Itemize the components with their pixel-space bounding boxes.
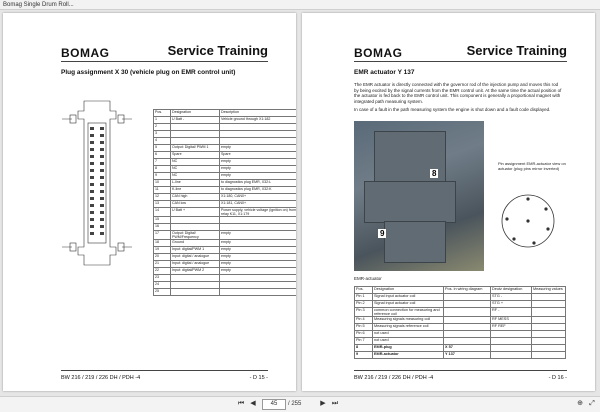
table-header-cell: Deutz designation <box>491 287 532 294</box>
emr-actuator-body <box>355 294 566 359</box>
table-cell <box>171 275 220 282</box>
window-title: Bomag Single Drum Roll... <box>0 0 600 10</box>
table-cell <box>171 289 220 296</box>
table-cell: EMR-actuator <box>373 352 444 359</box>
table-row <box>355 301 566 308</box>
table-cell <box>491 331 532 338</box>
table-cell <box>220 124 297 131</box>
table-cell: to diagnostics plug EMR, X32:L <box>220 180 297 187</box>
fit-page-button[interactable]: ⤢ <box>589 400 595 407</box>
header-title: Service Training <box>466 43 567 58</box>
table-cell: empty <box>220 261 297 268</box>
header-title: Service Training <box>167 43 268 58</box>
table-cell <box>532 308 566 317</box>
page-right <box>302 13 595 391</box>
table-header-cell: Pos. <box>154 110 171 117</box>
table-header-cell: Measuring values <box>532 287 566 294</box>
footer-model: BW 216 / 219 / 226 DH / PDH -4 <box>354 375 434 381</box>
table-row <box>154 261 297 268</box>
table-cell: empty <box>220 254 297 261</box>
table-cell: 1 <box>154 117 171 124</box>
table-cell: empty <box>220 159 297 166</box>
zoom-in-button[interactable]: ⊕ <box>577 400 583 407</box>
table-row <box>154 117 297 124</box>
table-header-row <box>154 110 297 117</box>
table-cell: empty <box>220 240 297 247</box>
table-header-cell: Description <box>220 110 297 117</box>
page-left <box>3 13 296 391</box>
table-cell: 11 <box>154 187 171 194</box>
table-header-row <box>355 287 566 294</box>
table-cell: NC <box>171 159 220 166</box>
next-page-button[interactable]: ▶ <box>320 400 326 407</box>
section-title: Plug assignment X 30 (vehicle plug on EMR control unit) <box>61 69 236 76</box>
table-row <box>154 275 297 282</box>
table-cell <box>220 282 297 289</box>
table-cell <box>444 308 491 317</box>
table-row <box>154 217 297 224</box>
engine-block-shape <box>364 181 456 223</box>
table-cell: RF - <box>491 308 532 317</box>
table-cell: U Batt + <box>171 208 220 217</box>
table-row <box>154 224 297 231</box>
table-cell: Input: digital / analogue <box>171 261 220 268</box>
table-cell: Spare <box>171 152 220 159</box>
table-cell: CAN high <box>171 194 220 201</box>
table-cell: empty <box>220 268 297 275</box>
table-cell: Signal input actuator coil <box>373 294 444 301</box>
table-cell <box>220 138 297 145</box>
table-row <box>355 345 566 352</box>
table-cell <box>532 317 566 324</box>
table-cell <box>491 338 532 345</box>
table-cell: not used <box>373 331 444 338</box>
table-cell: 19 <box>154 247 171 254</box>
table-cell: 17 <box>154 231 171 240</box>
page-total: / 255 <box>288 401 302 407</box>
table-row <box>154 159 297 166</box>
table-row <box>154 268 297 275</box>
table-cell: empty <box>220 145 297 152</box>
table-cell <box>532 324 566 331</box>
table-cell: 24 <box>154 282 171 289</box>
table-cell: NC <box>171 173 220 180</box>
table-cell: Input: digital / analogue <box>171 254 220 261</box>
table-cell: 8 <box>154 166 171 173</box>
table-cell: Power supply, vehicle voltage (ignition on) from relay K11, X1:179 <box>220 208 297 217</box>
table-row <box>154 194 297 201</box>
table-cell: STG + <box>491 301 532 308</box>
table-cell: Signal input actuator coil <box>373 301 444 308</box>
table-cell <box>444 338 491 345</box>
table-cell: empty <box>220 231 297 240</box>
table-header-cell: Designation <box>171 110 220 117</box>
table-cell: Ground <box>171 240 220 247</box>
table-cell: 22 <box>154 268 171 275</box>
table-cell: Vehicle ground through X1:182 <box>220 117 297 124</box>
table-cell <box>444 301 491 308</box>
table-cell: RF REF <box>491 324 532 331</box>
table-cell <box>532 331 566 338</box>
table-cell <box>171 138 220 145</box>
table-cell: not used <box>373 338 444 345</box>
table-cell: 21 <box>154 261 171 268</box>
table-cell: Output: Digital/ PWM/Frequency <box>171 231 220 240</box>
table-cell: X1:180, CAN0+ <box>220 194 297 201</box>
table-row <box>154 152 297 159</box>
table-cell: 5 <box>154 145 171 152</box>
plug-assignment-table <box>153 109 296 296</box>
intro-paragraph: The EMR actuator is directly connected with the governor rod of the injection pump and moves this rod by being excited by the signal currents from the EMR control unit. At the same time the actual position of the actuator is fed back to the EMR control unit. This component is generally a proportional magnet with integrated path measuring system. <box>354 82 562 104</box>
table-cell: 8 <box>355 345 373 352</box>
table-cell: CAN low <box>171 201 220 208</box>
table-cell: 16 <box>154 224 171 231</box>
table-cell: common connection for measuring and reference coil <box>373 308 444 317</box>
footer-model: BW 216 / 219 / 226 DH / PDH -4 <box>61 375 141 381</box>
table-cell <box>220 289 297 296</box>
table-cell: K-line <box>171 187 220 194</box>
header-rule <box>61 61 268 62</box>
table-cell: Pin 4 <box>355 317 373 324</box>
table-cell: 9 <box>355 352 373 359</box>
table-cell <box>220 275 297 282</box>
table-cell <box>220 131 297 138</box>
table-row <box>355 317 566 324</box>
viewer-toolbar <box>0 396 600 412</box>
table-cell: Pin 6 <box>355 331 373 338</box>
table-cell <box>532 345 566 352</box>
table-cell: 9 <box>154 173 171 180</box>
table-cell <box>171 131 220 138</box>
table-row <box>154 231 297 240</box>
page-number-input[interactable]: 45 <box>262 399 286 410</box>
footer-page-number: - D 16 - <box>548 375 567 381</box>
emr-actuator-photo <box>354 121 484 271</box>
table-cell: Pin 1 <box>355 294 373 301</box>
emr-actuator-table <box>354 286 566 359</box>
intro-text <box>354 82 564 116</box>
table-row <box>154 131 297 138</box>
table-cell <box>171 124 220 131</box>
plug-assignment-body <box>154 117 297 296</box>
table-cell: empty <box>220 247 297 254</box>
table-cell: empty <box>220 173 297 180</box>
table-cell: EMR-plug <box>373 345 444 352</box>
table-row <box>355 308 566 317</box>
table-cell: Pin 3 <box>355 308 373 317</box>
table-cell: Pin 7 <box>355 338 373 345</box>
table-cell: Measuring signals measuring coil <box>373 317 444 324</box>
table-cell: empty <box>220 166 297 173</box>
last-page-button[interactable]: ⏭ <box>331 400 339 407</box>
bomag-logo: BOMAG <box>354 46 403 60</box>
table-row <box>355 294 566 301</box>
table-cell <box>171 282 220 289</box>
table-cell: U Batt - <box>171 117 220 124</box>
table-cell <box>444 294 491 301</box>
table-cell: 20 <box>154 254 171 261</box>
engine-block-shape <box>384 221 446 263</box>
table-cell: 2 <box>154 124 171 131</box>
table-row <box>154 138 297 145</box>
footer-rule <box>354 370 567 371</box>
table-cell <box>220 217 297 224</box>
photo-label-8: 8 <box>432 169 437 178</box>
photo-label-9: 9 <box>380 229 385 238</box>
table-header-cell: Pos. in wiring diagram <box>444 287 491 294</box>
table-cell: Spare <box>220 152 297 159</box>
table-row <box>154 289 297 296</box>
table-header-cell: Pos. <box>355 287 373 294</box>
table-cell: NC <box>171 166 220 173</box>
table-cell <box>491 352 532 359</box>
table-cell <box>532 338 566 345</box>
table-row <box>154 180 297 187</box>
table-row <box>154 208 297 217</box>
table-cell <box>532 294 566 301</box>
table-cell: 25 <box>154 289 171 296</box>
table-header-cell: Designation <box>373 287 444 294</box>
table-cell: to diagnostics plug EMR, X32:K <box>220 187 297 194</box>
table-cell: Pin 2 <box>355 301 373 308</box>
footer-page-number: - D 15 - <box>249 375 268 381</box>
table-cell: Y 137 <box>444 352 491 359</box>
table-cell: X 57 <box>444 345 491 352</box>
table-cell: Pin 5 <box>355 324 373 331</box>
actuator-pin-diagram <box>498 191 558 251</box>
table-row <box>154 240 297 247</box>
plug-connector-drawing <box>60 99 134 267</box>
table-cell: 14 <box>154 208 171 217</box>
table-row <box>154 145 297 152</box>
table-cell <box>171 224 220 231</box>
footer-rule <box>61 370 268 371</box>
first-page-button[interactable]: ⏮ <box>237 400 245 407</box>
table-cell: 10 <box>154 180 171 187</box>
table-row <box>355 331 566 338</box>
photo-caption: EMR-actuator <box>354 276 382 281</box>
table-cell <box>444 324 491 331</box>
section-title: EMR actuator Y 137 <box>354 69 415 76</box>
table-cell: L-line <box>171 180 220 187</box>
table-cell <box>491 345 532 352</box>
table-row <box>154 201 297 208</box>
table-row <box>154 254 297 261</box>
table-cell <box>220 224 297 231</box>
table-cell: 6 <box>154 152 171 159</box>
table-cell: Input: digital/PWM 1 <box>171 247 220 254</box>
table-cell <box>444 331 491 338</box>
table-cell: RF MESS <box>491 317 532 324</box>
table-cell <box>532 301 566 308</box>
table-cell: 15 <box>154 217 171 224</box>
table-cell: 23 <box>154 275 171 282</box>
table-row <box>355 338 566 345</box>
table-cell: 7 <box>154 159 171 166</box>
table-row <box>154 124 297 131</box>
table-cell: 12 <box>154 194 171 201</box>
table-cell: Output: Digital/ PWM 1 <box>171 145 220 152</box>
table-row <box>154 187 297 194</box>
table-row <box>154 166 297 173</box>
bomag-logo: BOMAG <box>61 46 110 60</box>
table-row <box>154 282 297 289</box>
table-cell: Measuring signals reference coil <box>373 324 444 331</box>
table-row <box>355 352 566 359</box>
table-row <box>154 173 297 180</box>
intro-paragraph: In case of a fault in the path measuring system the engine is shut down and a fault code displayed. <box>354 107 551 112</box>
pin-assignment-caption: Pin assignment EMR-actuator view on actuator (plug pins mirror inverted) <box>498 161 566 171</box>
table-cell: 3 <box>154 131 171 138</box>
table-row <box>154 247 297 254</box>
prev-page-button[interactable]: ◀ <box>250 400 256 407</box>
table-cell: X1:181, CAN0+ <box>220 201 297 208</box>
table-cell <box>171 217 220 224</box>
table-cell: 13 <box>154 201 171 208</box>
header-rule <box>354 61 567 62</box>
table-cell <box>444 317 491 324</box>
table-cell: 4 <box>154 138 171 145</box>
table-cell: Input: digital/PWM 2 <box>171 268 220 275</box>
table-cell: STG - <box>491 294 532 301</box>
table-cell: 18 <box>154 240 171 247</box>
table-row <box>355 324 566 331</box>
table-cell <box>532 352 566 359</box>
